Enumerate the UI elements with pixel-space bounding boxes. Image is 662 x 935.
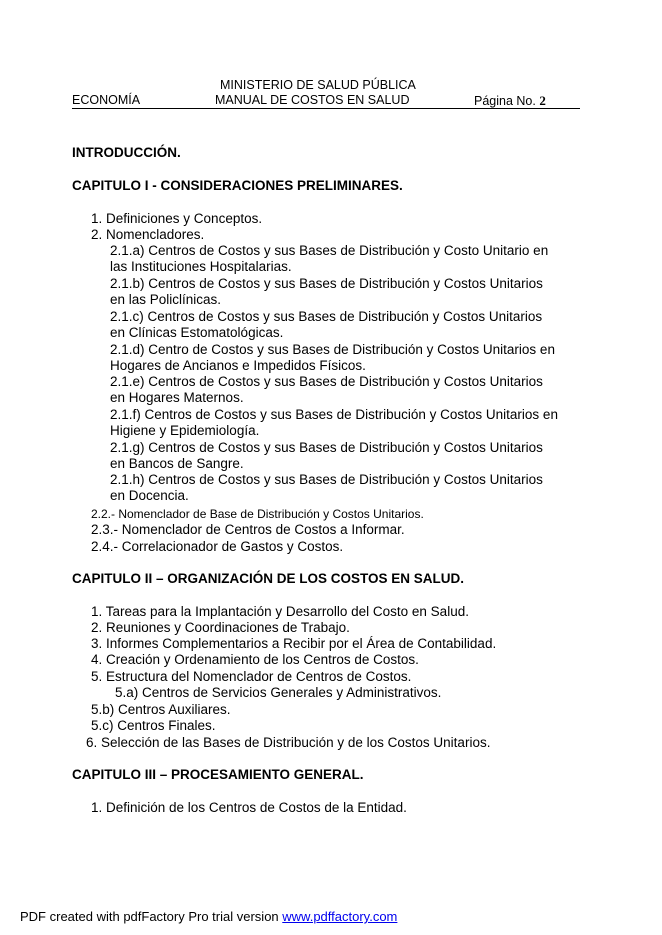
subitem-2-1-e: 2.1.e) Centros de Costos y sus Bases de Distribución y Costos Unitarios en Hogares Maternos. — [110, 374, 543, 405]
chapter2-item6: 6. Selección de las Bases de Distribución y de los Costos Unitarios. — [86, 735, 491, 750]
chapter2-item5a: 5.a) Centros de Servicios Generales y Administrativos. — [115, 685, 442, 700]
subitem-2-1-d: 2.1.d) Centro de Costos y sus Bases de Distribución y Costos Unitarios en Hogares de Ancianos e Impedidos Físicos. — [110, 342, 555, 373]
page-label: Página No. — [474, 94, 536, 108]
subitem-2-1-c: 2.1.c) Centros de Costos y sus Bases de Distribución y Costos Unitarios en Clínicas Estomatológicas. — [110, 309, 543, 340]
page-number: 2 — [539, 93, 546, 108]
subitem-2-1-b: 2.1.b) Centros de Costos y sus Bases de Distribución y Costos Unitarios en las Policlínicas. — [110, 276, 543, 307]
header-rule — [72, 108, 580, 109]
chapter1-item-2-3: 2.3.- Nomenclador de Centros de Costos a Informar. — [91, 522, 405, 537]
chapter2-item5b: 5.b) Centros Auxiliares. — [91, 702, 231, 717]
chapter1-item1: 1. Definiciones y Conceptos. — [91, 211, 263, 226]
chapter2-item3: 3. Informes Complementarios a Recibir por el Área de Contabilidad. — [91, 636, 497, 651]
chapter2-item4: 4. Creación y Ordenamiento de los Centros de Costos. — [91, 652, 419, 667]
chapter2-item2: 2. Reuniones y Coordinaciones de Trabajo. — [91, 620, 350, 635]
chapter1-item-2-2: 2.2.- Nomenclador de Base de Distribución y Costos Unitarios. — [91, 507, 424, 521]
subitem-2-1-a: 2.1.a) Centros de Costos y sus Bases de Distribución y Costo Unitario en las Instituciones Hospitalarias. — [110, 243, 549, 274]
chapter2-item1: 1. Tareas para la Implantación y Desarrollo del Costo en Salud. — [91, 604, 469, 619]
pdffactory-link[interactable]: www.pdffactory.com — [282, 909, 398, 924]
manual-title: MANUAL DE COSTOS EN SALUD — [215, 93, 410, 107]
chapter1-item-2-4: 2.4.- Correlacionador de Gastos y Costos. — [91, 539, 344, 554]
chapter3-item1: 1. Definición de los Centros de Costos de la Entidad. — [91, 800, 407, 815]
subitem-2-1-f: 2.1.f) Centros de Costos y sus Bases de Distribución y Costos Unitarios en Higiene y Epidemiología. — [110, 407, 558, 438]
chapter2-title: CAPITULO II – ORGANIZACIÓN DE LOS COSTOS EN SALUD. — [72, 571, 465, 586]
section-label: ECONOMÍA — [72, 93, 141, 107]
chapter3-title: CAPITULO III – PROCESAMIENTO GENERAL. — [72, 767, 364, 782]
subitem-2-1-g: 2.1.g) Centros de Costos y sus Bases de Distribución y Costos Unitarios en Bancos de Sangre. — [110, 440, 543, 471]
ministry-title: MINISTERIO DE SALUD PÚBLICA — [220, 78, 416, 92]
footer-text: PDF created with pdfFactory Pro trial version — [20, 909, 283, 924]
chapter2-item5c: 5.c) Centros Finales. — [91, 718, 216, 733]
page-indicator — [474, 93, 546, 109]
pdf-footer — [20, 909, 397, 924]
subitem-2-1-h: 2.1.h) Centros de Costos y sus Bases de Distribución y Costos Unitarios en Docencia. — [110, 472, 543, 503]
chapter1-item2: 2. Nomencladores. — [91, 227, 205, 242]
chapter1-title: CAPITULO I - CONSIDERACIONES PRELIMINARES. — [72, 178, 403, 193]
chapter2-item5: 5. Estructura del Nomenclador de Centros de Costos. — [91, 669, 412, 684]
intro-heading: INTRODUCCIÓN. — [72, 145, 181, 160]
